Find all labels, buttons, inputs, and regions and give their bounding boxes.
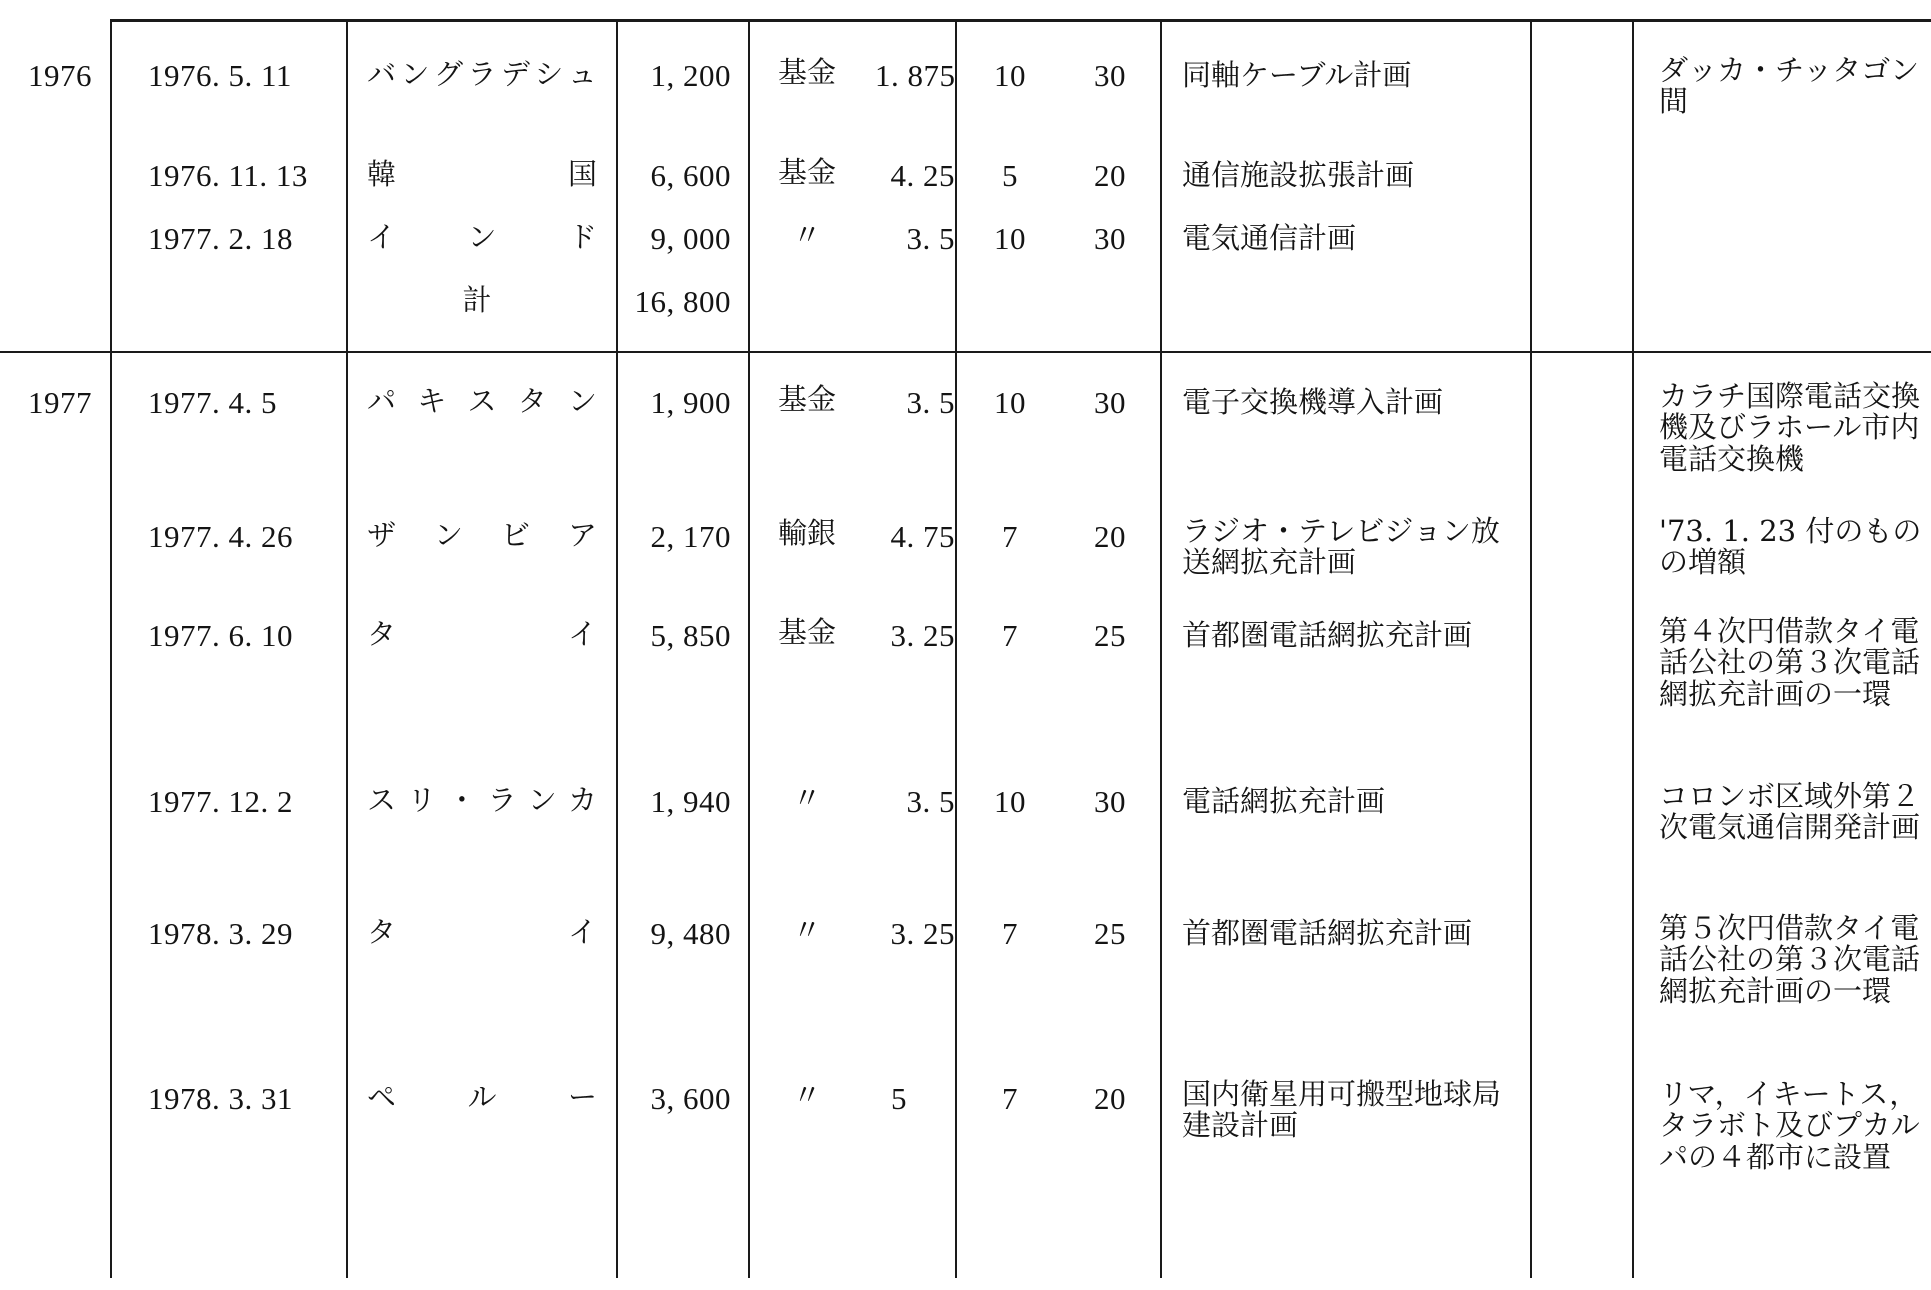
country-char: ラ — [467, 57, 497, 91]
fiscal-year: 1977 — [28, 385, 92, 420]
country-char: タ — [367, 617, 397, 651]
remark-note: 第４次円借款タイ電話公社の第３次電話網拡充計画の一環 — [1659, 614, 1921, 711]
repayment-term: 20 — [1094, 519, 1126, 554]
country-char: ン — [467, 220, 497, 254]
loan-amount: 1, 940 — [650, 784, 731, 819]
project-name: 首都圏電話網拡充計画 — [1182, 618, 1473, 652]
country-char: キ — [417, 384, 447, 418]
column-divider — [748, 19, 750, 1278]
remark-note: 第５次円借款タイ電話公社の第３次電話網拡充計画の一環 — [1659, 911, 1921, 1008]
grace-period: 7 — [1002, 1081, 1018, 1116]
country-char: シ — [534, 57, 564, 91]
loan-amount: 9, 000 — [650, 221, 731, 256]
remark-note: '73. 1. 23 付のものの増額 — [1659, 514, 1922, 580]
grace-period: 10 — [994, 784, 1026, 819]
country-char: カ — [567, 783, 597, 817]
loan-amount: 3, 600 — [650, 1081, 731, 1116]
column-divider — [1632, 19, 1634, 1278]
repayment-term: 30 — [1094, 784, 1126, 819]
signing-date: 1978. 3. 31 — [148, 1081, 293, 1116]
country-char: リ — [407, 783, 437, 817]
group-separator-rule — [0, 351, 1931, 353]
signing-date: 1977. 4. 5 — [148, 385, 277, 420]
country-char: 韓 — [367, 157, 397, 191]
loan-amount: 2, 170 — [650, 519, 731, 554]
grace-period: 7 — [1002, 519, 1018, 554]
signing-date: 1976. 5. 11 — [148, 58, 292, 93]
country-name — [367, 783, 597, 817]
interest-rate: 1. 875 — [875, 58, 956, 93]
country-name — [367, 384, 597, 418]
remark-note: カラチ国際電話交換機及びラホール市内電話交換機 — [1659, 379, 1921, 476]
interest-rate: 5 — [891, 1081, 907, 1116]
loan-amount: 5, 850 — [650, 618, 731, 653]
country-name — [367, 1080, 597, 1114]
country-char: イ — [567, 617, 597, 651]
grace-period: 5 — [1002, 158, 1018, 193]
project-name: ラジオ・テレビジョン放送網拡充計画 — [1182, 514, 1500, 580]
remark-note: ダッカ・チッタゴン間 — [1659, 53, 1920, 119]
country-char: ラ — [487, 783, 517, 817]
country-char: バ — [367, 57, 397, 91]
country-name — [367, 915, 597, 949]
loan-amount: 9, 480 — [650, 916, 731, 951]
loan-source: 基金 — [777, 55, 836, 89]
loan-source: 〃 — [792, 913, 822, 947]
loan-source: 〃 — [792, 781, 822, 815]
project-name: 通信施設拡張計画 — [1182, 158, 1415, 192]
grace-period: 10 — [994, 58, 1026, 93]
loan-amount: 16, 800 — [634, 284, 731, 319]
country-char: 国 — [567, 157, 597, 191]
country-char: ・ — [447, 783, 477, 817]
country-char: ル — [467, 1080, 497, 1114]
country-char: グ — [433, 57, 463, 91]
repayment-term: 30 — [1094, 58, 1126, 93]
country-char: ペ — [367, 1080, 397, 1114]
fiscal-year: 1976 — [28, 58, 92, 93]
total-label — [367, 283, 587, 317]
country-char: タ — [367, 915, 397, 949]
country-char: イ — [367, 220, 397, 254]
country-name — [367, 57, 597, 91]
country-char: ン — [567, 384, 597, 418]
country-char: ビ — [500, 518, 530, 552]
country-char: タ — [517, 384, 547, 418]
loan-amount: 6, 600 — [650, 158, 731, 193]
loan-amount: 1, 900 — [650, 385, 731, 420]
project-name: 電子交換機導入計画 — [1182, 385, 1444, 419]
country-name — [367, 220, 597, 254]
project-name: 国内衛星用可搬型地球局建設計画 — [1182, 1077, 1502, 1143]
signing-date: 1978. 3. 29 — [148, 916, 293, 951]
loan-source: 輸銀 — [777, 516, 836, 550]
repayment-term: 25 — [1094, 618, 1126, 653]
interest-rate: 3. 5 — [906, 221, 955, 256]
country-char: ン — [400, 57, 430, 91]
loan-source: 基金 — [777, 382, 836, 416]
country-char: ス — [367, 783, 397, 817]
grace-period: 10 — [994, 221, 1026, 256]
grace-period: 7 — [1002, 618, 1018, 653]
country-char: ー — [567, 1080, 597, 1114]
grace-period: 10 — [994, 385, 1026, 420]
column-divider — [110, 19, 112, 1278]
project-name: 同軸ケーブル計画 — [1182, 58, 1412, 92]
repayment-term: 30 — [1094, 221, 1126, 256]
loan-source: 基金 — [777, 155, 836, 189]
signing-date: 1977. 6. 10 — [148, 618, 293, 653]
interest-rate: 4. 75 — [890, 519, 955, 554]
country-char: ン — [527, 783, 557, 817]
top-rule — [110, 19, 1931, 22]
country-name — [367, 617, 597, 651]
country-char: 計 — [462, 283, 492, 317]
grace-period: 7 — [1002, 916, 1018, 951]
interest-rate: 3. 5 — [906, 784, 955, 819]
signing-date: 1977. 12. 2 — [148, 784, 293, 819]
repayment-term: 20 — [1094, 1081, 1126, 1116]
country-char: デ — [500, 57, 530, 91]
country-name — [367, 157, 597, 191]
country-char: パ — [367, 384, 397, 418]
loan-source: 基金 — [777, 615, 836, 649]
column-divider — [1160, 19, 1162, 1278]
column-divider — [1530, 19, 1532, 1278]
signing-date: 1976. 11. 13 — [148, 158, 308, 193]
column-divider — [346, 19, 348, 1278]
country-char: ュ — [567, 57, 597, 91]
signing-date: 1977. 2. 18 — [148, 221, 293, 256]
remark-note: コロンボ区域外第２次電気通信開発計画 — [1659, 779, 1921, 845]
repayment-term: 20 — [1094, 158, 1126, 193]
country-char: ザ — [367, 518, 397, 552]
country-char: ン — [433, 518, 463, 552]
country-name — [367, 518, 597, 552]
loan-amount: 1, 200 — [650, 58, 731, 93]
project-name: 電気通信計画 — [1182, 221, 1357, 255]
country-char: ア — [567, 518, 597, 552]
country-char: ス — [467, 384, 497, 418]
interest-rate: 3. 25 — [890, 618, 955, 653]
loan-source: 〃 — [792, 1078, 822, 1112]
project-name: 電話網拡充計画 — [1182, 784, 1386, 818]
repayment-term: 30 — [1094, 385, 1126, 420]
loan-source: 〃 — [792, 218, 822, 252]
repayment-term: 25 — [1094, 916, 1126, 951]
remark-note: リマ，イキートス，タラボト及びプカルパの４都市に設置 — [1659, 1077, 1920, 1174]
interest-rate: 3. 5 — [906, 385, 955, 420]
country-char: ド — [567, 220, 597, 254]
interest-rate: 4. 25 — [890, 158, 955, 193]
signing-date: 1977. 4. 26 — [148, 519, 293, 554]
interest-rate: 3. 25 — [890, 916, 955, 951]
project-name: 首都圏電話網拡充計画 — [1182, 916, 1473, 950]
country-char: イ — [567, 915, 597, 949]
